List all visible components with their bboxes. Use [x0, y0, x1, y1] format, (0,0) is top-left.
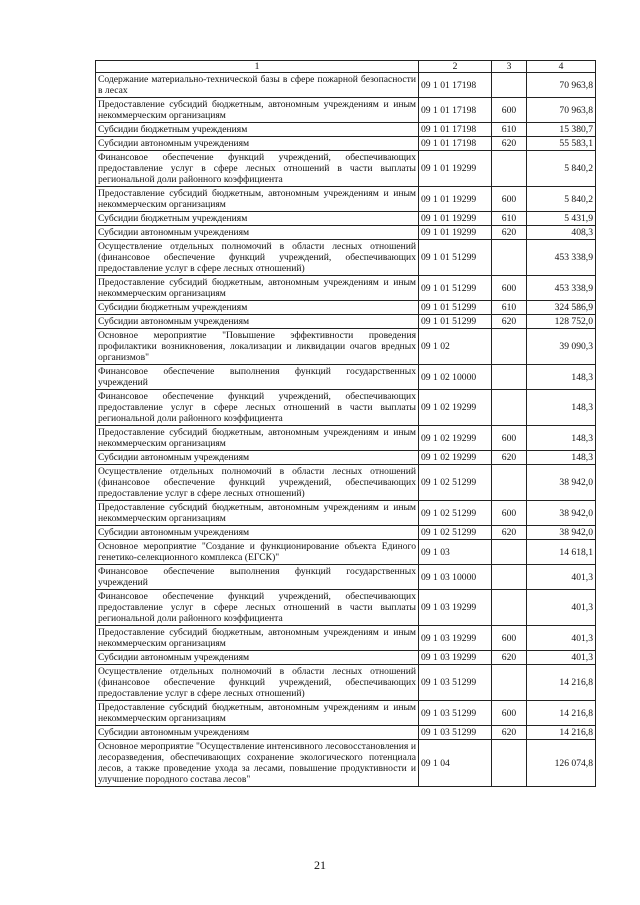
- table-row: [96, 726, 596, 740]
- row-name-cell: Предоставление субсидий бюджетным, автономным учреждениям и иным некоммерческим организациям: [96, 98, 419, 123]
- row-amount-cell: 38 942,0: [527, 465, 596, 501]
- row-amount-cell: 70 963,8: [527, 73, 596, 98]
- row-code-cell: 09 1 03 51299: [419, 665, 492, 701]
- row-expense-type-cell: [492, 151, 527, 187]
- row-amount-cell: 148,3: [527, 426, 596, 451]
- row-expense-type-cell: 600: [492, 187, 527, 212]
- row-expense-type-cell: 600: [492, 276, 527, 301]
- table-row: [96, 73, 596, 98]
- row-code-cell: 09 1 01 17198: [419, 123, 492, 137]
- row-code-cell: 09 1 03 10000: [419, 565, 492, 590]
- table-row: [96, 426, 596, 451]
- row-expense-type-cell: 600: [492, 426, 527, 451]
- row-expense-type-cell: [492, 240, 527, 276]
- row-expense-type-cell: [492, 365, 527, 390]
- row-name-cell: Предоставление субсидий бюджетным, автономным учреждениям и иным некоммерческим организациям: [96, 501, 419, 526]
- row-name-cell: Субсидии автономным учреждениям: [96, 526, 419, 540]
- table-row: [96, 701, 596, 726]
- row-name-cell: Осуществление отдельных полномочий в области лесных отношений (финансовое обеспечение функций учреждений, обеспечивающих предоставление услуг в сфере лесных отношений): [96, 465, 419, 501]
- budget-table: [95, 60, 596, 787]
- row-code-cell: 09 1 02 19299: [419, 426, 492, 451]
- row-code-cell: 09 1 04: [419, 740, 492, 787]
- table-row: [96, 98, 596, 123]
- page-number: 21: [314, 858, 326, 872]
- table-row: [96, 212, 596, 226]
- row-name-cell: Субсидии автономным учреждениям: [96, 651, 419, 665]
- row-expense-type-cell: 620: [492, 226, 527, 240]
- table-row: [96, 451, 596, 465]
- row-expense-type-cell: [492, 740, 527, 787]
- row-name-cell: Предоставление субсидий бюджетным, автономным учреждениям и иным некоммерческим организациям: [96, 626, 419, 651]
- row-amount-cell: 39 090,3: [527, 329, 596, 365]
- row-amount-cell: 15 380,7: [527, 123, 596, 137]
- row-amount-cell: 148,3: [527, 365, 596, 390]
- row-code-cell: 09 1 01 19299: [419, 226, 492, 240]
- row-code-cell: 09 1 02 10000: [419, 365, 492, 390]
- row-code-cell: 09 1 02 19299: [419, 390, 492, 426]
- table-body: [96, 73, 596, 787]
- table-row: [96, 123, 596, 137]
- row-code-cell: 09 1 01 19299: [419, 151, 492, 187]
- table-row: [96, 365, 596, 390]
- row-expense-type-cell: 610: [492, 212, 527, 226]
- table-row: [96, 465, 596, 501]
- row-expense-type-cell: 610: [492, 301, 527, 315]
- row-code-cell: 09 1 02 51299: [419, 465, 492, 501]
- row-amount-cell: 38 942,0: [527, 526, 596, 540]
- row-name-cell: Субсидии автономным учреждениям: [96, 137, 419, 151]
- row-name-cell: Финансовое обеспечение функций учреждений, обеспечивающих предоставление услуг в сфере лесных отношений в части выплаты региональной доли районного коэффициента: [96, 151, 419, 187]
- table-row: [96, 276, 596, 301]
- table-row: [96, 626, 596, 651]
- row-expense-type-cell: 600: [492, 626, 527, 651]
- row-name-cell: Субсидии автономным учреждениям: [96, 726, 419, 740]
- row-amount-cell: 55 583,1: [527, 137, 596, 151]
- table-row: [96, 187, 596, 212]
- row-name-cell: Основное мероприятие "Повышение эффективности проведения профилактики возникновения, локализации и ликвидации очагов вредных организмов": [96, 329, 419, 365]
- row-expense-type-cell: 620: [492, 726, 527, 740]
- row-name-cell: Предоставление субсидий бюджетным, автономным учреждениям и иным некоммерческим организациям: [96, 426, 419, 451]
- row-code-cell: 09 1 03 19299: [419, 590, 492, 626]
- row-code-cell: 09 1 01 51299: [419, 276, 492, 301]
- table-row: [96, 665, 596, 701]
- table-row: [96, 651, 596, 665]
- table-row: [96, 301, 596, 315]
- row-expense-type-cell: 600: [492, 98, 527, 123]
- row-code-cell: 09 1 02 51299: [419, 501, 492, 526]
- row-expense-type-cell: [492, 73, 527, 98]
- row-name-cell: Предоставление субсидий бюджетным, автономным учреждениям и иным некоммерческим организациям: [96, 701, 419, 726]
- row-amount-cell: 408,3: [527, 226, 596, 240]
- row-amount-cell: 401,3: [527, 651, 596, 665]
- row-expense-type-cell: 620: [492, 651, 527, 665]
- row-code-cell: 09 1 03 51299: [419, 701, 492, 726]
- row-name-cell: Осуществление отдельных полномочий в области лесных отношений (финансовое обеспечение функций учреждений, обеспечивающих предоставление услуг в сфере лесных отношений): [96, 240, 419, 276]
- row-name-cell: Основное мероприятие "Создание и функционирование объекта Единого генетико-селекционного комплекса (ЕГСК)": [96, 540, 419, 565]
- table-row: [96, 565, 596, 590]
- column-header-expense-type: 3: [492, 61, 527, 73]
- row-amount-cell: 14 618,1: [527, 540, 596, 565]
- table-row: [96, 590, 596, 626]
- row-code-cell: 09 1 01 17198: [419, 98, 492, 123]
- row-name-cell: Финансовое обеспечение функций учреждений, обеспечивающих предоставление услуг в сфере лесных отношений в части выплаты региональной доли районного коэффициента: [96, 390, 419, 426]
- row-amount-cell: 401,3: [527, 590, 596, 626]
- row-name-cell: Осуществление отдельных полномочий в области лесных отношений (финансовое обеспечение функций учреждений, обеспечивающих предоставление услуг в сфере лесных отношений): [96, 665, 419, 701]
- row-name-cell: Основное мероприятие "Осуществление интенсивного лесовосстановления и лесоразведения, обеспечивающих сохранение экологического потенциала лесов, а также проведение ухода за лесами, повышение продуктивности и улучшение породного состава лесов": [96, 740, 419, 787]
- table-row: [96, 526, 596, 540]
- row-amount-cell: 401,3: [527, 626, 596, 651]
- table-row: [96, 240, 596, 276]
- row-expense-type-cell: 620: [492, 315, 527, 329]
- row-amount-cell: 128 752,0: [527, 315, 596, 329]
- table-row: [96, 329, 596, 365]
- table-row: [96, 540, 596, 565]
- table-row: [96, 226, 596, 240]
- row-expense-type-cell: 600: [492, 501, 527, 526]
- row-expense-type-cell: [492, 565, 527, 590]
- row-expense-type-cell: [492, 329, 527, 365]
- row-code-cell: 09 1 03 51299: [419, 726, 492, 740]
- row-code-cell: 09 1 01 19299: [419, 187, 492, 212]
- row-amount-cell: 126 074,8: [527, 740, 596, 787]
- row-expense-type-cell: [492, 465, 527, 501]
- row-code-cell: 09 1 01 17198: [419, 137, 492, 151]
- row-amount-cell: 5 840,2: [527, 187, 596, 212]
- header-row: [96, 61, 596, 73]
- row-name-cell: Субсидии автономным учреждениям: [96, 451, 419, 465]
- row-code-cell: 09 1 03 19299: [419, 626, 492, 651]
- row-amount-cell: 14 216,8: [527, 726, 596, 740]
- row-name-cell: Финансовое обеспечение функций учреждений, обеспечивающих предоставление услуг в сфере лесных отношений в части выплаты региональной доли районного коэффициента: [96, 590, 419, 626]
- row-name-cell: Субсидии бюджетным учреждениям: [96, 301, 419, 315]
- row-expense-type-cell: [492, 590, 527, 626]
- row-code-cell: 09 1 01 51299: [419, 301, 492, 315]
- row-amount-cell: 148,3: [527, 451, 596, 465]
- row-code-cell: 09 1 02: [419, 329, 492, 365]
- row-amount-cell: 5 840,2: [527, 151, 596, 187]
- row-name-cell: Предоставление субсидий бюджетным, автономным учреждениям и иным некоммерческим организациям: [96, 276, 419, 301]
- table-row: [96, 501, 596, 526]
- row-amount-cell: 14 216,8: [527, 665, 596, 701]
- row-expense-type-cell: 620: [492, 526, 527, 540]
- row-code-cell: 09 1 01 51299: [419, 240, 492, 276]
- row-amount-cell: 5 431,9: [527, 212, 596, 226]
- row-name-cell: Субсидии автономным учреждениям: [96, 226, 419, 240]
- row-amount-cell: 324 586,9: [527, 301, 596, 315]
- row-name-cell: Субсидии автономным учреждениям: [96, 315, 419, 329]
- row-expense-type-cell: [492, 540, 527, 565]
- row-name-cell: Финансовое обеспечение выполнения функций государственных учреждений: [96, 565, 419, 590]
- row-expense-type-cell: 620: [492, 137, 527, 151]
- column-header-amount: 4: [527, 61, 596, 73]
- table-row: [96, 390, 596, 426]
- row-name-cell: Субсидии бюджетным учреждениям: [96, 123, 419, 137]
- row-name-cell: Субсидии бюджетным учреждениям: [96, 212, 419, 226]
- row-amount-cell: 148,3: [527, 390, 596, 426]
- row-expense-type-cell: 610: [492, 123, 527, 137]
- row-name-cell: Финансовое обеспечение выполнения функций государственных учреждений: [96, 365, 419, 390]
- row-amount-cell: 38 942,0: [527, 501, 596, 526]
- row-code-cell: 09 1 03 19299: [419, 651, 492, 665]
- column-header-code: 2: [419, 61, 492, 73]
- table-row: [96, 137, 596, 151]
- row-code-cell: 09 1 01 19299: [419, 212, 492, 226]
- row-amount-cell: 70 963,8: [527, 98, 596, 123]
- row-amount-cell: 401,3: [527, 565, 596, 590]
- row-code-cell: 09 1 02 51299: [419, 526, 492, 540]
- row-expense-type-cell: 600: [492, 701, 527, 726]
- table-row: [96, 740, 596, 787]
- row-code-cell: 09 1 01 17198: [419, 73, 492, 98]
- table-row: [96, 151, 596, 187]
- table-header: [96, 61, 596, 73]
- row-name-cell: Предоставление субсидий бюджетным, автономным учреждениям и иным некоммерческим организациям: [96, 187, 419, 212]
- row-amount-cell: 14 216,8: [527, 701, 596, 726]
- column-header-name: 1: [96, 61, 419, 73]
- row-code-cell: 09 1 03: [419, 540, 492, 565]
- row-expense-type-cell: [492, 665, 527, 701]
- row-code-cell: 09 1 01 51299: [419, 315, 492, 329]
- row-code-cell: 09 1 02 19299: [419, 451, 492, 465]
- table-row: [96, 315, 596, 329]
- row-name-cell: Содержание материально-технической базы в сфере пожарной безопасности в лесах: [96, 73, 419, 98]
- row-expense-type-cell: [492, 390, 527, 426]
- row-amount-cell: 453 338,9: [527, 276, 596, 301]
- row-amount-cell: 453 338,9: [527, 240, 596, 276]
- row-expense-type-cell: 620: [492, 451, 527, 465]
